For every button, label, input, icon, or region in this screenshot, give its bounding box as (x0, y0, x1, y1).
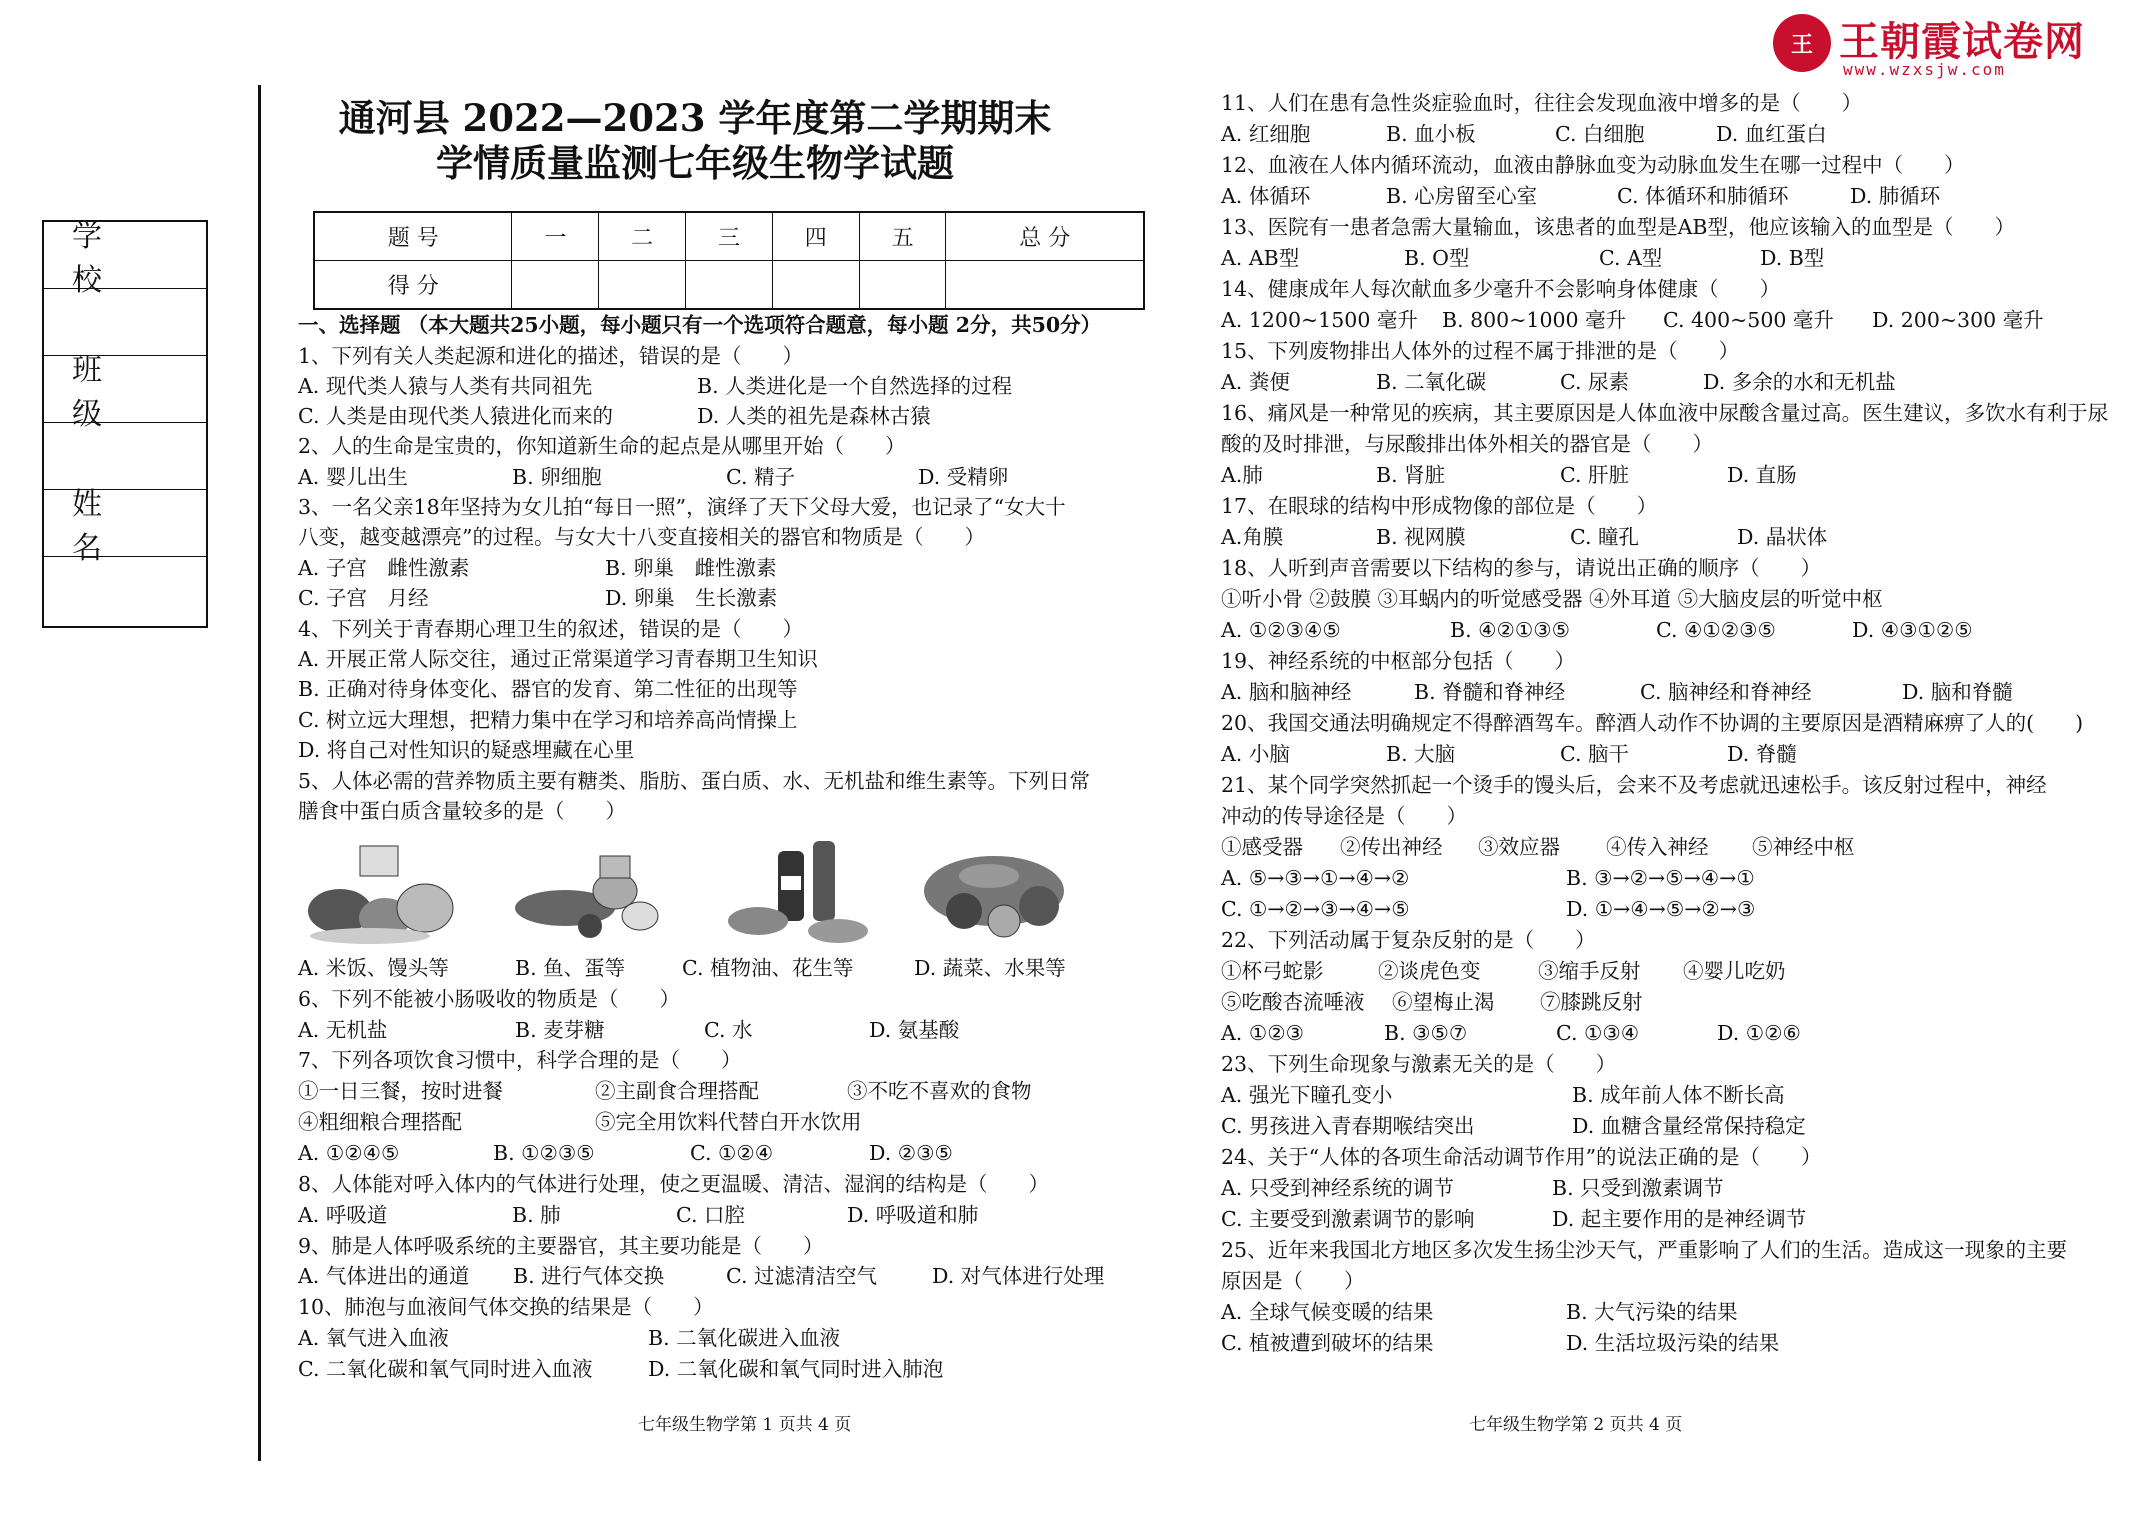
option-c[interactable]: C. 尿素 (1560, 370, 1629, 394)
option-a[interactable]: A.角膜 (1221, 525, 1284, 549)
option-d[interactable]: D. 血糖含量经常保持稳定 (1572, 1114, 1806, 1138)
name-field[interactable] (44, 557, 206, 624)
option-b[interactable]: B. 鱼、蛋等 (515, 956, 626, 980)
food-image-rice-buns (300, 836, 460, 952)
statement-4: ④粗细粮合理搭配 (298, 1110, 462, 1134)
section-heading: 一、选择题 （本大题共25小题，每小题只有一个选项符合题意，每小题 2分，共50分） (298, 313, 1102, 337)
question-stem: 15、下列废物排出人体外的过程不属于排泄的是（ ） (1221, 339, 1740, 363)
statement-2: ②传出神经 (1340, 835, 1443, 859)
question-stem: 18、人听到声音需要以下结构的参与，请说出正确的顺序（ ） (1221, 556, 1822, 580)
option-b[interactable]: B. 麦芽糖 (515, 1018, 605, 1042)
site-logo (1773, 10, 2093, 80)
option-c[interactable]: C. 树立远大理想，把精力集中在学习和培养高尚情操上 (298, 708, 798, 732)
statement-2: ②谈虎色变 (1378, 959, 1481, 983)
option-d[interactable]: D. 晶状体 (1737, 525, 1828, 549)
option-c[interactable]: C. 400~500 毫升 (1663, 308, 1834, 332)
statement-3: ③效应器 (1478, 835, 1560, 859)
food-image-vegetables-fruits (914, 836, 1074, 952)
option-b[interactable]: B. 脊髓和脊神经 (1414, 680, 1566, 704)
title-line-1: 通河县 2022—2023 学年度第二学期期末 (338, 96, 1052, 140)
option-c[interactable]: C. 二氧化碳和氧气同时进入血液 (298, 1357, 593, 1381)
option-c[interactable]: C. 体循环和肺循环 (1617, 184, 1789, 208)
score-cell[interactable] (859, 261, 946, 310)
question-stem: 6、下列不能被小肠吸收的物质是（ ） (298, 987, 681, 1011)
option-d[interactable]: D. 直肠 (1727, 463, 1797, 487)
option-d[interactable]: D. 肺循环 (1850, 184, 1941, 208)
question-stem: 10、肺泡与血液间气体交换的结果是（ ） (298, 1295, 714, 1319)
option-c[interactable]: C. 口腔 (676, 1203, 745, 1227)
statement-list: ①听小骨 ②鼓膜 ③耳蜗内的听觉感受器 ④外耳道 ⑤大脑皮层的听觉中枢 (1221, 587, 1883, 611)
option-a[interactable]: A. ⑤→③→①→④→② (1221, 866, 1410, 890)
question-stem: 1、下列有关人类起源和进化的描述，错误的是（ ） (298, 344, 804, 368)
question-stem: 8、人体能对呼入体内的气体进行处理，使之更温暖、清洁、湿润的结构是（ ） (298, 1172, 1050, 1196)
option-a[interactable]: A. 1200~1500 毫升 (1221, 308, 1418, 332)
logo-seal-icon: 王 (1773, 14, 1831, 72)
option-b[interactable]: B. 正确对待身体变化、器官的发育、第二性征的出现等 (298, 677, 798, 701)
option-a[interactable]: A. 脑和脑神经 (1221, 680, 1352, 704)
question-stem: 21、某个同学突然抓起一个烫手的馒头后，会来不及考虑就迅速松手。该反射过程中，神经 (1221, 773, 2047, 797)
question-stem: 23、下列生命现象与激素无关的是（ ） (1221, 1052, 1617, 1076)
option-c[interactable]: C. A型 (1599, 246, 1663, 270)
statement-7: ⑦膝跳反射 (1540, 990, 1643, 1014)
score-header: 五 (859, 212, 946, 261)
title-line-2: 学情质量监测七年级生物学试题 (436, 141, 954, 185)
option-b[interactable]: B. 血小板 (1386, 122, 1476, 146)
statement-5: ⑤完全用饮料代替白开水饮用 (595, 1110, 862, 1134)
option-c[interactable]: C. 植物油、花生等 (682, 956, 854, 980)
score-header: 一 (512, 212, 599, 261)
option-a[interactable]: A. 开展正常人际交往，通过正常渠道学习青春期卫生知识 (298, 647, 818, 671)
score-header: 四 (772, 212, 859, 261)
option-b[interactable]: B. 800~1000 毫升 (1442, 308, 1627, 332)
option-a[interactable]: A. 呼吸道 (298, 1203, 388, 1227)
option-a[interactable]: A. ①②③④⑤ (1221, 618, 1341, 642)
option-c[interactable]: C. 脑干 (1560, 742, 1629, 766)
question-stem: 16、痛风是一种常见的疾病，其主要原因是人体血液中尿酸含量过高。医生建议，多饮水有利于尿 (1221, 401, 2109, 425)
option-a[interactable]: A. 红细胞 (1221, 122, 1311, 146)
score-row-label: 得 分 (314, 261, 512, 310)
logo-url: www.wzxsjw.com (1843, 60, 2006, 79)
option-d[interactable]: D. 脊髓 (1727, 742, 1797, 766)
score-cell[interactable] (946, 261, 1144, 310)
score-header-row (314, 212, 1144, 261)
option-a[interactable]: A. 气体进出的通道 (298, 1264, 470, 1288)
option-c[interactable]: C. ④①②③⑤ (1656, 618, 1776, 642)
option-a[interactable]: A. AB型 (1221, 246, 1300, 270)
question-stem: 24、关于“人体的各项生命活动调节作用”的说法正确的是（ ） (1221, 1145, 1822, 1169)
option-c[interactable]: C. 过滤清洁空气 (726, 1264, 877, 1288)
option-b[interactable]: B. 人类进化是一个自然选择的过程 (697, 374, 1013, 398)
question-stem: 19、神经系统的中枢部分包括（ ） (1221, 649, 1576, 673)
option-d[interactable]: D. 对气体进行处理 (932, 1264, 1105, 1288)
question-stem: 12、血液在人体内循环流动，血液由静脉血变为动脉血发生在哪一过程中（ ） (1221, 153, 1965, 177)
statement-1: ①感受器 (1221, 835, 1303, 859)
option-b[interactable]: B. 二氧化碳 (1376, 370, 1487, 394)
option-c[interactable]: C. 精子 (726, 465, 795, 489)
question-stem: 17、在眼球的结构中形成物像的部位是（ ） (1221, 494, 1658, 518)
option-d[interactable]: D. 将自己对性知识的疑惑埋藏在心里 (298, 738, 635, 762)
option-b[interactable]: B. ④②①③⑤ (1450, 618, 1570, 642)
score-header: 三 (686, 212, 773, 261)
option-a[interactable]: A.肺 (1221, 463, 1263, 487)
question-stem: 13、医院有一患者急需大量输血，该患者的血型是AB型，他应该输入的血型是（ ） (1221, 215, 2015, 239)
option-b[interactable]: B. 卵细胞 (512, 465, 602, 489)
question-stem: 25、近年来我国北方地区多次发生扬尘沙天气，严重影响了人们的生活。造成这一现象的主要 (1221, 1238, 2068, 1262)
option-d[interactable]: D. ①→④→⑤→②→③ (1566, 897, 1756, 921)
option-b[interactable]: B. 肾脏 (1376, 463, 1446, 487)
option-d[interactable]: D. 氨基酸 (869, 1018, 960, 1042)
option-c[interactable]: C. 瞳孔 (1570, 525, 1639, 549)
option-a[interactable]: A. 氧气进入血液 (298, 1326, 449, 1350)
option-b[interactable]: B. 大气污染的结果 (1566, 1300, 1738, 1324)
binding-line (258, 85, 261, 1461)
option-c[interactable]: C. 水 (704, 1018, 753, 1042)
question-stem: 7、下列各项饮食习惯中，科学合理的是（ ） (298, 1048, 742, 1072)
option-a[interactable]: A. 小脑 (1221, 742, 1290, 766)
option-d[interactable]: D. 脑和脊髓 (1902, 680, 2013, 704)
score-header: 总 分 (946, 212, 1144, 261)
score-cell[interactable] (512, 261, 599, 310)
option-d[interactable]: D. 多余的水和无机盐 (1703, 370, 1896, 394)
option-a[interactable]: A. 全球气候变暖的结果 (1221, 1300, 1434, 1324)
option-b[interactable]: B. 只受到激素调节 (1552, 1176, 1724, 1200)
option-a[interactable]: A. 粪便 (1221, 370, 1290, 394)
question-stem: 2、人的生命是宝贵的，你知道新生命的起点是从哪里开始（ ） (298, 434, 906, 458)
question-stem: 20、我国交通法明确规定不得醉酒驾车。醉酒人动作不协调的主要原因是酒精麻痹了人的( ) (1221, 711, 2084, 735)
statement-3: ③缩手反射 (1538, 959, 1641, 983)
score-header: 二 (599, 212, 686, 261)
option-d[interactable]: D. ④③①②⑤ (1852, 618, 1973, 642)
option-a[interactable]: A. 强光下瞳孔变小 (1221, 1083, 1393, 1107)
option-a[interactable]: A. 现代类人猿与人类有共同祖先 (298, 374, 593, 398)
option-d[interactable]: D. 呼吸道和肺 (847, 1203, 979, 1227)
option-d[interactable]: D. 蔬菜、水果等 (914, 956, 1066, 980)
question-stem: 4、下列关于青春期心理卫生的叙述，错误的是（ ） (298, 617, 804, 641)
option-d[interactable]: D. ①②⑥ (1717, 1021, 1801, 1045)
option-a[interactable]: A. ①②③ (1221, 1021, 1304, 1045)
option-c[interactable]: C. 白细胞 (1555, 122, 1645, 146)
question-stem: 11、人们在患有急性炎症验血时，往往会发现血液中增多的是（ ） (1221, 91, 1863, 115)
statement-4: ④传入神经 (1606, 835, 1709, 859)
student-info-box (42, 220, 208, 628)
option-d[interactable]: D. 200~300 毫升 (1872, 308, 2044, 332)
option-d[interactable]: D. 生活垃圾污染的结果 (1566, 1331, 1780, 1355)
score-row (314, 261, 1144, 310)
score-header: 题 号 (314, 212, 512, 261)
option-c[interactable]: C. 主要受到激素调节的影响 (1221, 1207, 1475, 1231)
option-d[interactable]: D. 人类的祖先是森林古猿 (697, 404, 931, 428)
question-stem-cont: 原因是（ ） (1221, 1269, 1365, 1293)
option-b[interactable]: B. ③⑤⑦ (1384, 1021, 1468, 1045)
option-d[interactable]: D. ②③⑤ (869, 1141, 953, 1165)
option-a[interactable]: A. ①②④⑤ (298, 1141, 400, 1165)
option-a[interactable]: A. 米饭、馒头等 (298, 956, 449, 980)
option-d[interactable]: D. 血红蛋白 (1716, 122, 1827, 146)
option-d[interactable]: D. 起主要作用的是神经调节 (1552, 1207, 1807, 1231)
statement-4: ④婴儿吃奶 (1683, 959, 1786, 983)
question-stem: 9、肺是人体呼吸系统的主要器官，其主要功能是（ ） (298, 1234, 824, 1258)
statement-5: ⑤吃酸杏流唾液 (1221, 990, 1365, 1014)
option-c[interactable]: C. ①②④ (690, 1141, 774, 1165)
option-b[interactable]: B. 大脑 (1386, 742, 1456, 766)
option-c[interactable]: C. 肝脏 (1560, 463, 1629, 487)
question-stem: 14、健康成年人每次献血多少毫升不会影响身体健康（ ） (1221, 277, 1781, 301)
option-b[interactable]: B. 二氧化碳进入血液 (648, 1326, 841, 1350)
logo-name: 王朝霞试卷网 (1839, 19, 2085, 65)
option-a[interactable]: A. 子宫 雌性激素 (298, 556, 470, 580)
score-cell[interactable] (599, 261, 686, 310)
question-stem-cont: 冲动的传导途径是（ ） (1221, 804, 1467, 828)
score-table (313, 211, 1145, 310)
option-b[interactable]: B. 进行气体交换 (513, 1264, 665, 1288)
option-a[interactable]: A. 婴儿出生 (298, 465, 408, 489)
statement-6: ⑥望梅止渴 (1392, 990, 1495, 1014)
option-b[interactable]: B. ①②③⑤ (493, 1141, 595, 1165)
option-c[interactable]: C. 植被遭到破坏的结果 (1221, 1331, 1434, 1355)
option-b[interactable]: B. 视网膜 (1376, 525, 1466, 549)
option-c[interactable]: C. 男孩进入青春期喉结突出 (1221, 1114, 1475, 1138)
question-stem: 22、下列活动属于复杂反射的是（ ） (1221, 928, 1596, 952)
option-c[interactable]: C. 人类是由现代类人猿进化而来的 (298, 404, 613, 428)
option-c[interactable]: C. ①③④ (1556, 1021, 1640, 1045)
question-stem: 3、一名父亲18年坚持为女儿拍“每日一照”，演绎了天下父母大爱，也记录了“女大十 (298, 495, 1066, 519)
school-label: 学 校 (44, 222, 206, 289)
option-d[interactable]: D. 卵巢 生长激素 (605, 586, 778, 610)
statement-1: ①一日三餐，按时进餐 (298, 1079, 503, 1103)
statement-1: ①杯弓蛇影 (1221, 959, 1324, 983)
option-b[interactable]: B. 心房留至心室 (1386, 184, 1538, 208)
question-stem: 5、人体必需的营养物质主要有糖类、脂肪、蛋白质、水、无机盐和维生素等。下列日常 (298, 769, 1091, 793)
statement-5: ⑤神经中枢 (1752, 835, 1855, 859)
option-c[interactable]: C. 子宫 月经 (298, 586, 429, 610)
option-a[interactable]: A. 只受到神经系统的调节 (1221, 1176, 1454, 1200)
food-image-oil-peanuts (718, 836, 878, 952)
name-label: 姓 名 (44, 490, 206, 557)
food-image-fish-eggs (510, 836, 670, 952)
option-b[interactable]: B. 卵巢 雌性激素 (605, 556, 777, 580)
option-d[interactable]: D. 受精卵 (918, 465, 1009, 489)
option-d[interactable]: D. 二氧化碳和氧气同时进入肺泡 (648, 1357, 944, 1381)
statement-3: ③不吃不喜欢的食物 (847, 1079, 1032, 1103)
option-c[interactable]: C. 脑神经和脊神经 (1640, 680, 1812, 704)
page-footer-1: 七年级生物学第 1 页共 4 页 (638, 1415, 852, 1435)
score-cell[interactable] (686, 261, 773, 310)
option-a[interactable]: A. 体循环 (1221, 184, 1311, 208)
class-label: 班 级 (44, 356, 206, 423)
statement-2: ②主副食合理搭配 (595, 1079, 759, 1103)
option-c[interactable]: C. ①→②→③→④→⑤ (1221, 897, 1410, 921)
page-footer-2: 七年级生物学第 2 页共 4 页 (1469, 1415, 1683, 1435)
question-stem-cont: 膳食中蛋白质含量较多的是（ ） (298, 799, 626, 823)
question-stem-cont: 八变，越变越漂亮”的过程。与女大十八变直接相关的器官和物质是（ ） (298, 525, 985, 549)
score-cell[interactable] (772, 261, 859, 310)
option-a[interactable]: A. 无机盐 (298, 1018, 388, 1042)
option-b[interactable]: B. 肺 (512, 1203, 561, 1227)
option-b[interactable]: B. O型 (1404, 246, 1470, 270)
question-stem-cont: 酸的及时排泄，与尿酸排出体外相关的器官是（ ） (1221, 432, 1713, 456)
option-b[interactable]: B. 成年前人体不断长高 (1572, 1083, 1785, 1107)
option-d[interactable]: D. B型 (1760, 246, 1825, 270)
option-b[interactable]: B. ③→②→⑤→④→① (1566, 866, 1755, 890)
